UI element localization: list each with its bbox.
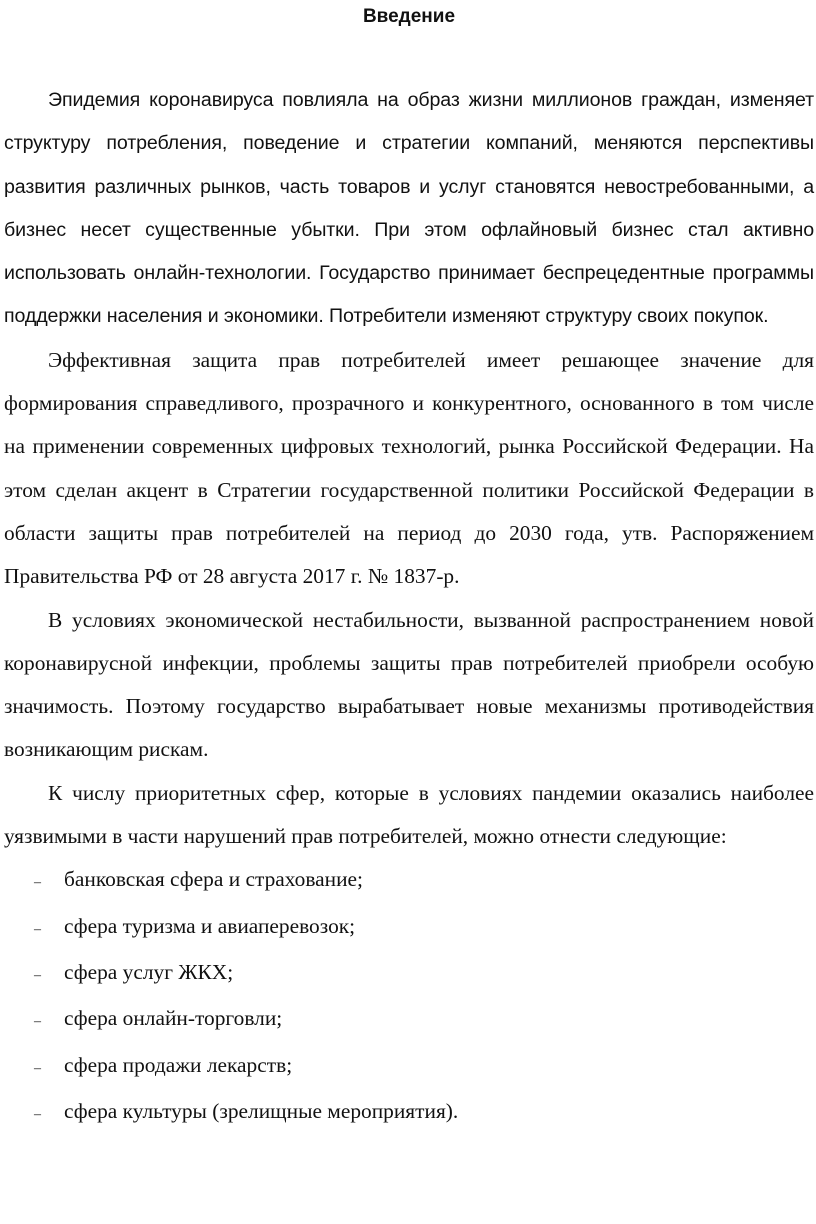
list-item-text: банковская сфера и страхование; — [64, 867, 363, 892]
paragraph-consumer-protection: Эффективная защита прав потребителей имеет решающее значение для формирования справедливого, прозрачного и конкурентного, основанного в том числе на применении современных цифровых технологий, рынка Российской Федерации. На этом сделан акцент в Стратегии государственной политики Российской Федерации в области защиты прав потребителей на период до 2030 года, утв. Распоряжением Правительства РФ от 28 августа 2017 г. № 1837-р. — [4, 347, 814, 589]
dash-bullet-icon: – — [34, 1106, 41, 1122]
list-item — [4, 858, 814, 904]
list-item-text: сфера туризма и авиаперевозок; — [64, 913, 356, 938]
list-item — [4, 951, 814, 997]
list-item-text: сфера продажи лекарств; — [64, 1052, 293, 1077]
dash-bullet-icon: – — [34, 1060, 41, 1076]
document-title: Введение — [362, 6, 456, 27]
document-page — [4, 0, 814, 1136]
list-item — [4, 905, 814, 951]
dash-bullet-icon: – — [34, 967, 41, 983]
list-item — [4, 1090, 814, 1136]
dash-bullet-icon: – — [34, 921, 41, 937]
dash-bullet-icon: – — [34, 1014, 41, 1030]
priority-spheres-list — [4, 858, 814, 1136]
list-item — [4, 1044, 814, 1090]
list-item-text: сфера онлайн-торговли; — [64, 1006, 283, 1031]
list-item-text: сфера услуг ЖКХ; — [64, 959, 234, 984]
paragraph-priority-spheres: К числу приоритетных сфер, которые в условиях пандемии оказались наиболее уязвимыми в части нарушений прав потребителей, можно отнести следующие: — [4, 780, 814, 849]
paragraph-instability: В условиях экономической нестабильности, вызванной распространением новой коронавирусной инфекции, проблемы защиты прав потребителей приобрели особую значимость. Поэтому государство вырабатывает новые механизмы противодействия возникающим рискам. — [4, 607, 814, 762]
list-item — [4, 997, 814, 1043]
list-item-text: сфера культуры (зрелищные мероприятия). — [64, 1098, 459, 1123]
paragraph-intro: Эпидемия коронавируса повлияла на образ жизни миллионов граждан, изменяет структуру потребления, поведение и стратегии компаний, меняются перспективы развития различных рынков, часть товаров и услуг становятся невостребованными, а бизнес несет существенные убытки. При этом офлайновый бизнес стал активно использовать онлайн-технологии. Государство принимает беспрецедентные программы поддержки населения и экономики. Потребители изменяют структуру своих покупок. — [4, 89, 814, 328]
dash-bullet-icon: – — [34, 875, 41, 891]
